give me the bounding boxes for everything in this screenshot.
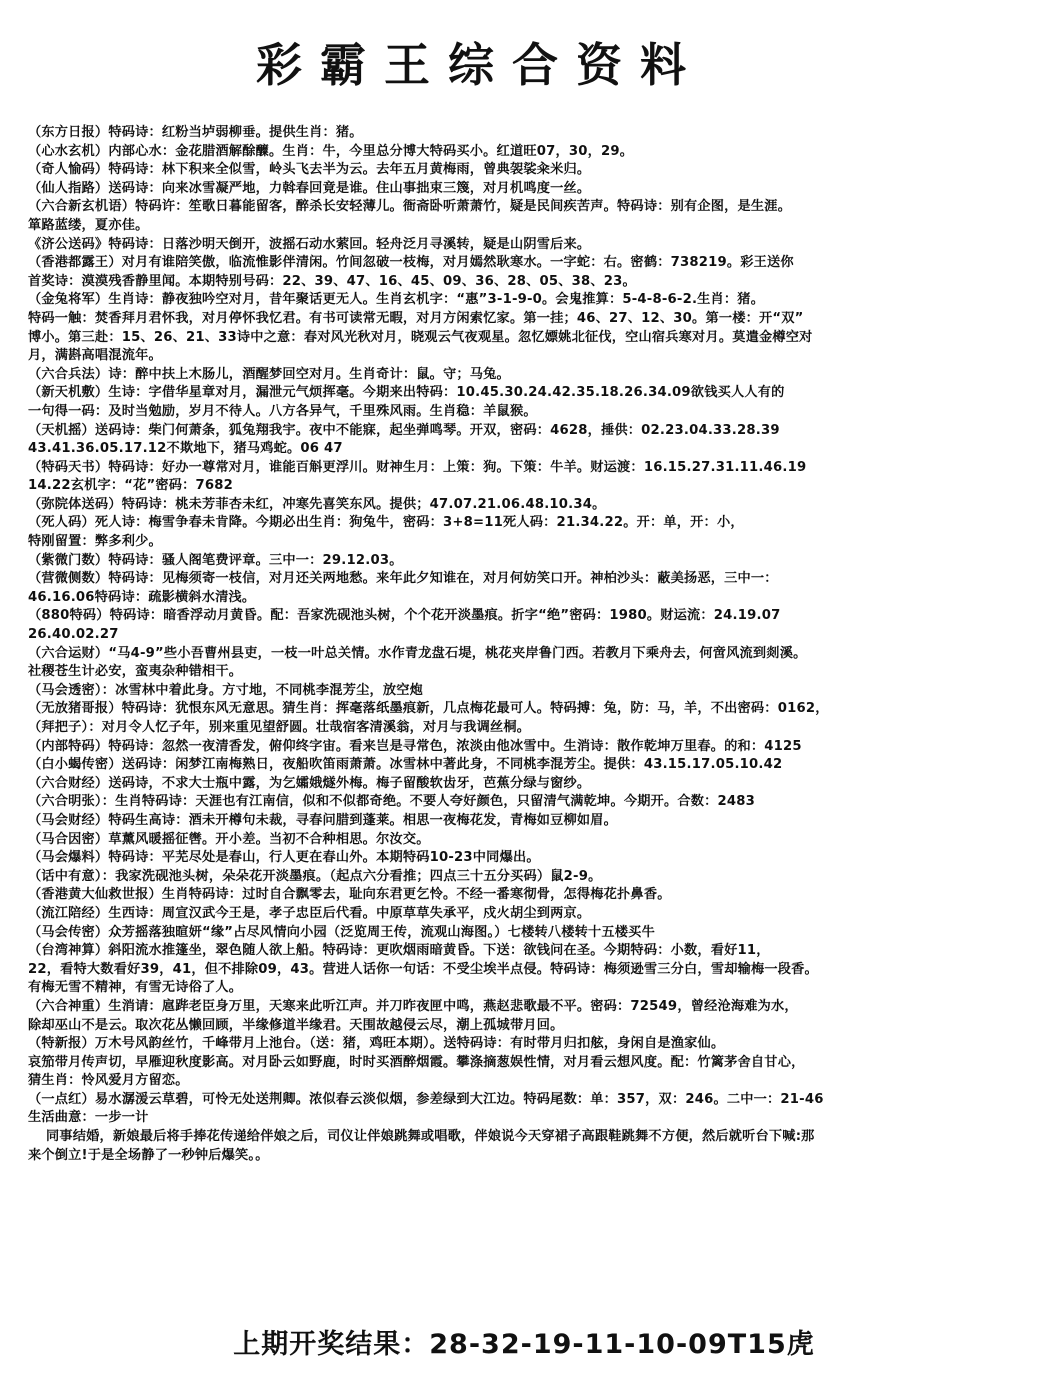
text-line: 来个倒立!于是全场静了一秒钟后爆笑。。 — [28, 1147, 269, 1163]
text-line: （仙人指路）送码诗：向来冰雪凝严地，力斡春回竟是谁。住山事拙束三篾，对月机鸣度一丝。 — [28, 180, 591, 196]
text-line: 生活曲意：一步一计 — [28, 1110, 149, 1126]
text-line: 一句得一码：及时当勉励，岁月不待人。八方各异气，千里殊风雨。生肖稳：羊鼠猴。 — [28, 403, 537, 419]
text-line: （奇人愉码）特码诗：林下积来全似雪，岭头飞去半为云。去年五月黄梅雨，曾典袈裟籴米归。 — [28, 162, 591, 178]
text-line: 博小。第三赴：15、26、21、33诗中之意：春对风光秋对月，晓观云气夜观星。忽忆嫖姚北征伐，空山宿兵寒对月。莫遣金樽空对 — [28, 329, 813, 345]
text-line: （天机摇）送码诗：柴门何萧条，狐兔翔我宇。夜中不能寐，起坐弹鸣琴。开双，密码：4628，捶供：02.23.04.33.28.39 — [28, 422, 780, 438]
text-line: （台湾神算）斜阳流水推篷坐，翠色随人欲上船。特码诗：更吹烟雨暗黄昏。下送：欲钱问在圣。今期特码：小数，看好11， — [28, 943, 770, 959]
text-line: （六合神重）生消请：扈跸老臣身万里，天寒来此听江声。并刀昨夜匣中鸣，燕赵悲歌最不平。密码：72549，曾经沧海难为水， — [28, 998, 798, 1014]
text-line: （话中有意）：我家洗砚池头树，朵朵花开淡墨痕。（起点六分看推；四点三十五分买码）鼠2-9。 — [28, 868, 602, 884]
text-line: 14.22玄机字：“花”密码：7682 — [28, 478, 234, 494]
text-line: 特刚留置：弊多利少。 — [28, 534, 162, 550]
text-line: （马合因密）草薰风暖摇征辔。开小差。当初不合种相思。尔汝交。 — [28, 831, 430, 847]
text-line: （特码天书）特码诗：好办一尊常对月，谁能百斛更浮川。财神生月：上策：狗。下策：牛羊。财运渡：16.15.27.31.11.46.19 — [28, 459, 807, 475]
text-line: （马会财经）特码生高诗：酒未开樽句未裁，寻春问腊到蓬莱。相思一夜梅花发，青梅如豆柳如眉。 — [28, 812, 618, 828]
text-line: （六合新玄机语）特码许：笙歌日暮能留客，醉杀长安轻薄儿。衙斋卧听萧萧竹，疑是民间疾苦声。特码诗：别有企图，是生涯。 — [28, 199, 792, 215]
text-line: （金兔将军）生肖诗：静夜独吟空对月，昔年聚话更无人。生肖玄机字：“惠”3-1-9-0。会鬼推算：5-4-8-6-2.生肖：猪。 — [28, 292, 765, 308]
text-line: （马会爆料）特码诗：平芜尽处是春山，行人更在春山外。本期特码10-23中同爆出。 — [28, 850, 540, 866]
text-line: （特新报）万木号风韵丝竹，千峰带月上池台。（送：猪，鸡旺本期）。送特码诗：有时带月归扣舷，身闲自是渔家仙。 — [28, 1036, 725, 1052]
text-line: （无放猪哥报）特码诗：犹恨东风无意思。猜生肖：挥毫落纸墨痕新，几点梅花最可人。特码搏：兔，防：马，羊，不出密码：0162， — [28, 701, 829, 717]
text-line: （香港黄大仙救世报）生肖特码诗：过时自合飘零去，耻向东君更乞怜。不经一番寒彻骨，怎得梅花扑鼻香。 — [28, 887, 671, 903]
document-body — [28, 124, 1040, 1165]
text-line: 猜生肖：怜风爱月方留恋。 — [28, 1073, 189, 1089]
text-line: 特码一触：焚香拜月君怀我，对月停怀我忆君。有书可读常无暇，对月方闲索忆家。第一挂；46、27、12、30。第一楼：开“双” — [28, 310, 804, 326]
text-line: 首奖诗：漠漠残香静里闻。本期特别号码：22、39、47、16、45、09、36、28、05、38、23。 — [28, 273, 636, 289]
text-line: 46.16.06特码诗：疏影横斜水清浅。 — [28, 589, 256, 605]
page-title: 彩霸王综合资料 — [256, 38, 704, 92]
text-line: 哀笳带月传声切，早雁迎秋度影高。对月卧云如野鹿，时时买酒醉烟霞。攀涤摘葱娱性情，对月看云想风度。配：竹篱茅舍自甘心， — [28, 1054, 805, 1070]
text-line: （香港都露王）对月有谁陪笑傲，临流惟影伴清闲。竹间忽破一枝梅，对月嫣然耿寒水。一字蛇：右。密鹤：738219。彩王送你 — [28, 255, 794, 271]
text-line: （新天机敷）生诗：字借华星章对月，漏泄元气烦挥毫。今期来出特码：10.45.30.24.42.35.18.26.34.09欲钱买人人有的 — [28, 385, 785, 401]
text-line: 除却巫山不是云。取次花丛懒回顾，半缘修道半缘君。天围故越侵云尽，潮上孤城带月回。 — [28, 1017, 564, 1033]
text-line: 43.41.36.05.17.12不欺地下，猪马鸡蛇。06 47 — [28, 441, 343, 457]
text-line: 26.40.02.27 — [28, 627, 119, 643]
text-line: （六合兵法）诗：醉中扶上木肠儿，酒醒梦回空对月。生肖奇计：鼠。守；马兔。 — [28, 366, 510, 382]
text-line: （六合财经）送码诗，不求大士瓶中露，为乞孀娥燧外梅。梅子留酸软齿牙，芭蕉分绿与窗纱。 — [28, 775, 591, 791]
text-line: （白小蝎传密）送码诗：闲梦江南梅熟日，夜船吹笛雨萧萧。冰雪林中著此身，不同桃李混芳尘。提供：43.15.17.05.10.42 — [28, 757, 783, 773]
text-line: （880特码）特码诗：暗香浮动月黄昏。配：吾家洗砚池头树，个个花开淡墨痕。折字“绝”密码：1980。财运流：24.19.07 — [28, 608, 781, 624]
text-line: 同事结婚，新娘最后将手捧花传递给伴娘之后，司仪让伴娘跳舞或唱歌，伴娘说今天穿裙子高跟鞋跳舞不方便，然后就听台下喊:那 — [46, 1129, 815, 1145]
text-line: （六合运财）“马4-9”些小吾曹州县吏，一枝一叶总关情。水作青龙盘石堤，桃花夹岸鲁门西。若教月下乘舟去，何啻风流到剡溪。 — [28, 645, 807, 661]
text-line: （六合明张）：生肖特码诗：天涯也有江南信，似和不似都奇绝。不要人夸好颜色，只留清气满乾坤。今期开。合数：2483 — [28, 794, 756, 810]
text-line: （死人码）死人诗：梅雪争春未肯降。今期必出生肖：狗兔牛，密码：3+8=11死人码：21.34.22。开：单，开：小， — [28, 515, 744, 531]
text-line: （紫微门数）特码诗：骚人阁笔费评章。三中一：29.12.03。 — [28, 552, 403, 568]
text-line: （拜把子）：对月令人忆子年，别来重见望舒圆。壮哉宿客清溪翁，对月与我调丝桐。 — [28, 720, 531, 735]
text-line: 社稷苍生计必安，蛮夷杂种错相干。 — [28, 664, 243, 680]
text-line: （营微侧数）特码诗：见梅须寄一枝信，对月还关两地愁。来年此夕知谁在，对月何妨笑口开。神柏沙头：蔽美扬恶，三中一： — [28, 571, 778, 587]
text-line: （东方日报）特码诗：红粉当垆弱柳垂。提供生肖：猪。 — [28, 125, 363, 140]
text-line: （流江陪经）生西诗：周宣汉武今王是，孝子忠臣后代看。中原草草失承平，戍火胡尘到两京。 — [28, 905, 591, 921]
text-line: （马会透密）：冰雪林中着此身。方寸地，不同桃李混芳尘，放空炮 — [28, 682, 424, 698]
text-line: （心水玄机）内部心水：金花腊酒解酴醾。生肖：牛，今里总分博大特码买小。红道旺07，30，29。 — [28, 143, 634, 159]
text-line: 有梅无雪不精神，有雪无诗俗了人。 — [28, 980, 243, 996]
last-draw-result: 上期开奖结果：28-32-19-11-10-09T15虎 — [233, 1329, 815, 1360]
text-line: （弥院体送码）特码诗：桃未芳菲杏未红，冲寒先喜笑东风。提供；47.07.21.06.48.10.34。 — [28, 496, 606, 512]
text-line: 箪路蓝缕，夏亦佳。 — [28, 217, 149, 233]
text-line: 22，看特大数看好39，41，但不排除09，43。营进人话你一句话：不受尘埃半点侵。特码诗：梅须逊雪三分白，雪却输梅一段香。 — [28, 961, 818, 977]
text-line: （一点红）易水潺湲云草碧，可怜无处送荆卿。浓似春云淡似烟，参差绿到大江边。特码尾数：单：357，双：246。二中一：21-46 — [28, 1091, 824, 1107]
text-line: （马会传密）众芳摇落独暄妍“缘”占尽风情向小园（泛览周王传，流观山海图。）七楼转八楼转十五楼买牛 — [28, 924, 655, 940]
text-line: 《济公送码》特码诗：日落沙明天倒开，波摇石动水萦回。轻舟泛月寻溪转，疑是山阴雪后来。 — [28, 236, 591, 252]
text-line: 月，满斟高唱混流年。 — [28, 348, 162, 364]
text-line: （内部特码）特码诗：忽然一夜清香发，俯仰终字宙。看来岂是寻常色，浓淡由他冰雪中。生消诗：散作乾坤万里春。的和：4125 — [28, 738, 802, 754]
